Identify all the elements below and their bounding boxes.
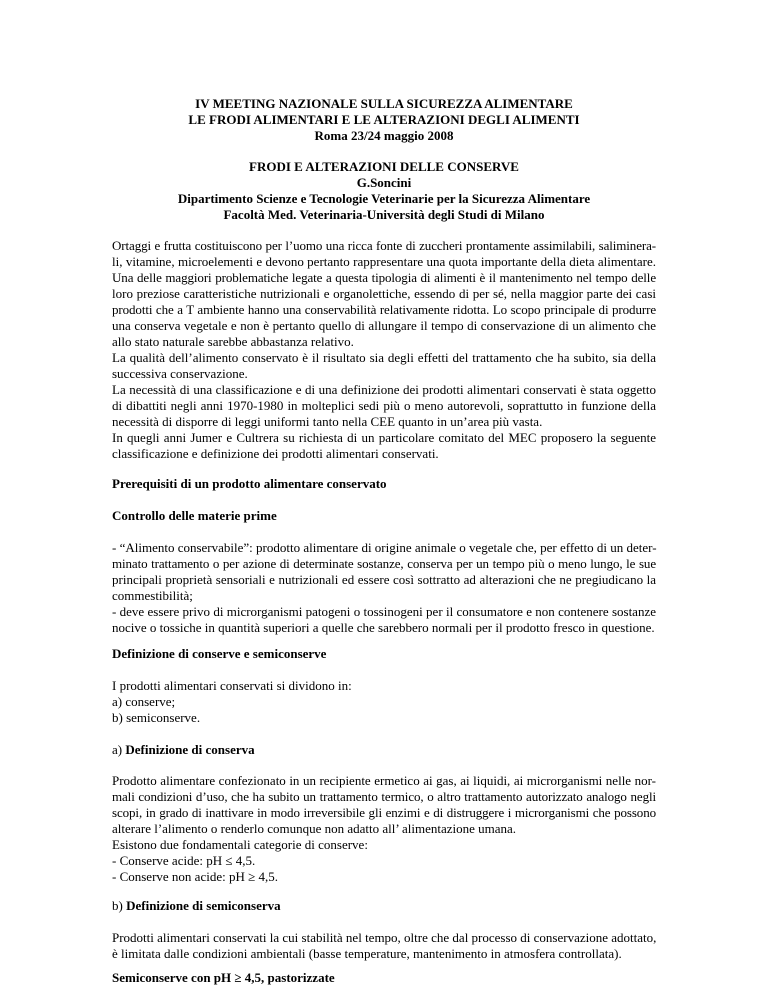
text-line: necessità di disporre di leggi uniformi tanto nella CEE quanto in un’area più vasta. bbox=[112, 414, 543, 429]
article-faculty: Facoltà Med. Veterinaria-Università degli Studi di Milano bbox=[223, 207, 545, 222]
text-line: alterare l’alimento o renderlo comunque non adatto all’ alimentazione umana. bbox=[112, 821, 517, 836]
section-subheading: Controllo delle materie prime bbox=[112, 508, 277, 523]
text-line: successiva conservazione. bbox=[112, 366, 248, 381]
text-line: - “Alimento conservabile”: prodotto alimentare di origine animale o vegetale che, per effetto di un deter- bbox=[112, 540, 657, 555]
text-line: - Conserve non acide: pH ≥ 4,5. bbox=[112, 869, 278, 884]
text-line: scopi, in grado di inattivare in modo irreversibile gli enzimi e di distruggere i microrganismi che possono bbox=[112, 805, 656, 820]
text-line: loro preziose caratteristiche nutrizionali e organolettiche, essendo di per sé, nella maggior parte dei casi bbox=[112, 286, 656, 301]
article-header bbox=[0, 159, 768, 223]
text-line: Ortaggi e frutta costituiscono per l’uomo una ricca fonte di zuccheri prontamente assimilabili, saliminera- bbox=[112, 238, 656, 253]
text-line: Prodotti alimentari conservati la cui stabilità nel tempo, oltre che dal processo di conservazione adottato, bbox=[112, 930, 657, 945]
text-line: b) semiconserve. bbox=[112, 710, 201, 725]
text-line: Una delle maggiori problematiche legate a questa tipologia di alimenti è il mantenimento nel tempo delle bbox=[112, 270, 656, 285]
text-line: principali proprietà sensoriali e nutrizionali ed essere così sottratto ad alterazioni che ne pregiudicano la bbox=[112, 572, 656, 587]
section4-body bbox=[112, 930, 656, 962]
text-line: In quegli anni Jumer e Cultrera su richiesta di un particolare comitato del MEC proposero la seguente bbox=[112, 430, 656, 445]
text-line: di dibattiti negli anni 1970-1980 in molteplici sedi più o meno autorevoli, soprattutto in funzione della bbox=[112, 398, 656, 413]
text-line: una conserva vegetale e non è pertanto quello di allungare il tempo di conservazione di un alimento che bbox=[112, 318, 656, 333]
text-line: I prodotti alimentari conservati si dividono in: bbox=[112, 678, 352, 693]
text-line: è limitata dalle condizioni ambientali (basse temperature, mantenimento in atmosfera controllata). bbox=[112, 946, 622, 961]
section-heading: Prerequisiti di un prodotto alimentare conservato bbox=[112, 476, 387, 491]
text-line: La qualità dell’alimento conservato è il risultato sia degli effetti del trattamento che ha subito, sia della bbox=[112, 350, 656, 365]
text-line: commestibilità; bbox=[112, 588, 193, 603]
intro-paragraphs bbox=[112, 238, 656, 462]
meeting-title: IV MEETING NAZIONALE SULLA SICUREZZA ALIMENTARE bbox=[195, 96, 573, 111]
section-definizione bbox=[112, 646, 656, 662]
section-prefix: b) bbox=[112, 898, 127, 913]
section-controllo bbox=[112, 508, 656, 524]
section-heading: Semiconserve con pH ≥ 4,5, pastorizzate bbox=[112, 970, 335, 985]
article-author: G.Soncini bbox=[356, 175, 412, 190]
text-line: prodotti che a T ambiente hanno una conservabilità relativamente ridotta. Lo scopo principale di produrre bbox=[112, 302, 656, 317]
article-department: Dipartimento Scienze e Tecnologie Veterinarie per la Sicurezza Alimentare bbox=[177, 191, 591, 206]
section-heading-row bbox=[112, 898, 656, 914]
section-heading-row bbox=[112, 742, 656, 758]
section-semiconserve-ph bbox=[112, 970, 656, 986]
section-heading: Definizione di conserve e semiconserve bbox=[112, 646, 327, 661]
text-line: a) conserve; bbox=[112, 694, 176, 709]
section-semiconserva bbox=[112, 898, 656, 914]
section-prerequisiti bbox=[112, 476, 656, 492]
meeting-date: Roma 23/24 maggio 2008 bbox=[314, 128, 454, 143]
text-line: li, vitamine, microelementi e devono pertanto rappresentare una quota importante della dieta alimentare. bbox=[112, 254, 656, 269]
section-prefix: a) bbox=[112, 742, 126, 757]
text-line: nocive o tossiche in quantità superiori a quelle che sarebbero normali per il prodotto fresco in questione. bbox=[112, 620, 655, 635]
text-line: minato trattamento o per azione di determinate sostanze, conserva per un tempo più o meno lungo, le sue bbox=[112, 556, 656, 571]
text-line: mali condizioni d’uso, che ha subito un trattamento termico, o altro trattamento autorizzato analogo negli bbox=[112, 789, 656, 804]
text-line: classificazione e definizione dei prodotti alimentari conservati. bbox=[112, 446, 439, 461]
text-line: Prodotto alimentare confezionato in un recipiente ermetico ai gas, ai liquidi, ai microrganismi nelle nor- bbox=[112, 773, 656, 788]
article-title: FRODI E ALTERAZIONI DELLE CONSERVE bbox=[249, 159, 519, 174]
section-heading: Definizione di conserva bbox=[125, 742, 255, 757]
section2-body bbox=[112, 678, 656, 726]
meeting-header bbox=[0, 96, 768, 144]
text-line: La necessità di una classificazione e di una definizione dei prodotti alimentari conservati è stata oggetto bbox=[112, 382, 656, 397]
section-conserva bbox=[112, 742, 656, 758]
text-line: - Conserve acide: pH ≤ 4,5. bbox=[112, 853, 256, 868]
meeting-subtitle: LE FRODI ALIMENTARI E LE ALTERAZIONI DEGLI ALIMENTI bbox=[188, 112, 580, 127]
text-line: - deve essere privo di microrganismi patogeni o tossinogeni per il consumatore e non contenere sostanze bbox=[112, 604, 656, 619]
section-heading: Definizione di semiconserva bbox=[126, 898, 281, 913]
text-line: allo stato naturale sarebbe abbastanza relativo. bbox=[112, 334, 354, 349]
section1-body bbox=[112, 540, 656, 636]
section3-body bbox=[112, 773, 656, 885]
text-line: Esistono due fondamentali categorie di conserve: bbox=[112, 837, 368, 852]
